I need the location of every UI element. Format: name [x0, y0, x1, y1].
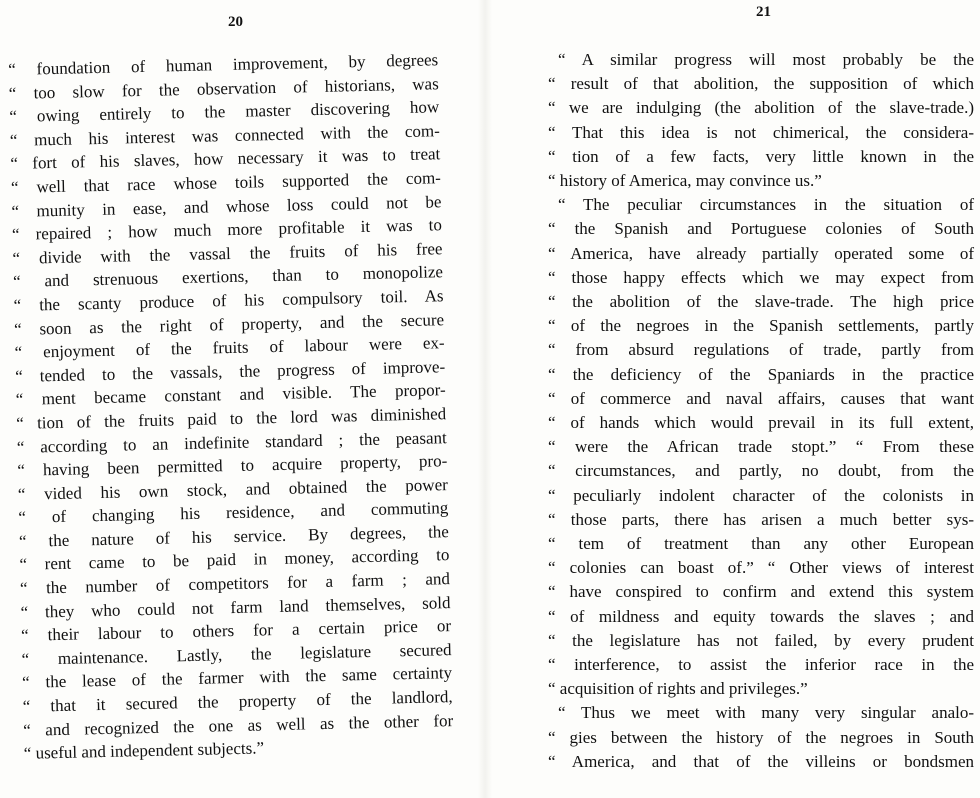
text-line: “ of the negroes in the Spanish settlements, partly [548, 316, 974, 336]
text-line: “ those happy effects which we may expect from [548, 267, 974, 287]
text-line: “ America, and that of the villeins or bondsmen [548, 751, 974, 771]
text-line: “ from absurd regulations of trade, partly from [548, 340, 974, 360]
text-line: “ circumstances, and partly, no doubt, from the [548, 461, 974, 481]
text-line: “ and recognized the one as well as the other for [23, 710, 454, 740]
text-line: “ acquisition of rights and privileges.” [548, 679, 808, 699]
text-line: “ history of America, may convince us.” [548, 171, 822, 191]
text-line: “ A similar progress will most probably be the [558, 50, 974, 69]
text-line: “ according to an indefinite standard ; the peasant [16, 427, 447, 457]
text-line: “ ment became constant and visible. The propor- [15, 380, 446, 410]
text-line: “ the Spanish and Portuguese colonies of South [548, 219, 974, 239]
text-line: “ gies between the history of the negroes in South [548, 727, 974, 747]
text-line: “ fort of his slaves, how necessary it was to treat [10, 144, 441, 174]
text-line: “ tem of treatment than any other European [548, 534, 974, 554]
text-line: “ tion of a few facts, very little known in the [548, 146, 974, 166]
page-number-right: 21 [756, 4, 771, 20]
text-line: “ of hands which would prevail in its full extent, [548, 413, 974, 433]
left-page [0, 0, 480, 798]
text-line: “ have conspired to confirm and extend this system [548, 582, 974, 602]
text-line: “ the scanty produce of his compulsory toil. As [13, 286, 444, 315]
text-line: “ that it secured the property of the landlord, [22, 687, 453, 716]
text-line: “ result of that abolition, the supposition of which [548, 74, 974, 94]
text-line: “ colonies can boast of.” “ Other views of interest [548, 558, 974, 578]
text-line: “ the legislature has not failed, by every prudent [548, 630, 974, 650]
text-line: “ The peculiar circumstances in the situation of [558, 195, 974, 215]
text-line: “ munity in ease, and whose loss could not be [11, 191, 442, 221]
text-line: “ the deficiency of the Spaniards in the practice [548, 364, 974, 384]
text-line: “ useful and independent subjects.” [23, 738, 265, 764]
text-line: “ we are indulging (the abolition of the slave-trade.) [548, 98, 974, 118]
text-line: “ of commerce and naval affairs, causes that want [548, 388, 974, 408]
text-line: “ those parts, there has arisen a much better sys- [548, 509, 974, 529]
text-line: “ much his interest was connected with the com- [9, 121, 440, 150]
text-line: “ owing entirely to the master discovering how [9, 97, 440, 127]
text-line: “ of changing his residence, and commuting [18, 498, 449, 528]
text-line: “ repaired ; how much more profitable it was to [11, 215, 443, 245]
text-line: “ tended to the vassals, the progress of improve- [15, 356, 446, 386]
text-line: “ interference, to assist the inferior race in the [548, 655, 974, 675]
text-line: “ the abolition of the slave-trade. The high price [548, 292, 974, 312]
text-line: “ divide with the vassal the fruits of his free [12, 238, 443, 268]
text-line: “ well that race whose toils supported the com- [10, 168, 442, 197]
text-line: “ soon as the right of property, and the secure [13, 309, 445, 339]
text-line: “ maintenance. Lastly, the legislature secured [21, 639, 452, 669]
text-line: “ their labour to others for a certain price or [20, 616, 452, 646]
text-line: “ America, have already partially operated some of [548, 243, 974, 263]
text-line: “ the number of competitors for a farm ; and [19, 569, 451, 598]
right-page-text [548, 48, 974, 774]
text-line: “ the lease of the farmer with the same certainty [21, 663, 453, 693]
text-line: “ Thus we meet with many very singular analo- [558, 703, 974, 723]
left-page-text [8, 48, 454, 765]
text-line: “ vided his own stock, and obtained the power [17, 474, 449, 504]
right-page [490, 0, 980, 798]
text-line: “ of mildness and equity towards the slaves ; and [548, 606, 974, 626]
text-line: “ rent came to be paid in money, according to [19, 545, 450, 575]
text-line: “ enjoyment of the fruits of labour were ex- [14, 333, 445, 363]
text-line: “ and strenuous exertions, than to monopolize [12, 262, 444, 292]
text-line: “ having been permitted to acquire property, pro- [17, 451, 448, 480]
text-line: “ tion of the fruits paid to the lord was diminished [16, 404, 447, 433]
text-line: “ That this idea is not chimerical, the considera- [548, 122, 974, 142]
text-line: “ peculiarly indolent character of the colonists in [548, 485, 974, 505]
text-line: “ foundation of human improvement, by degrees [8, 50, 439, 79]
text-line: “ too slow for the observation of historians, was [8, 73, 439, 103]
text-line: “ they who could not farm land themselves, sold [20, 592, 451, 622]
text-line: “ the nature of his service. By degrees, the [18, 521, 450, 551]
page-number-left: 20 [228, 14, 243, 30]
text-line: “ were the African trade stopt.” “ From these [548, 437, 974, 457]
